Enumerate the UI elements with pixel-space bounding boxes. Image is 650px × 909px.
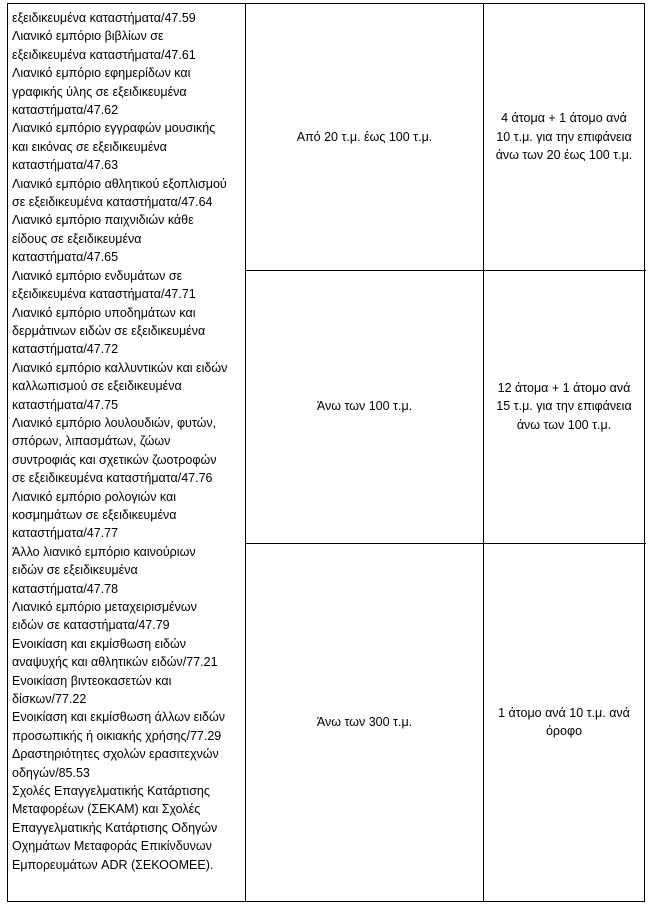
activity-line: καταστήματα/47.63: [12, 158, 119, 173]
activity-line: Λιανικό εμπόριο λουλουδιών, φυτών,: [12, 415, 217, 430]
activity-line: σε εξειδικευμένα καταστήματα/47.64: [12, 195, 213, 210]
capacity-cell-1: 4 άτομα + 1 άτομο ανά 10 τ.μ. για την επιφάνεια άνω των 20 έως 100 τ.μ.: [495, 111, 633, 163]
activity-line: προσωπικής ή οικιακής χρήσης/77.29: [12, 728, 222, 743]
activities-list: [12, 9, 238, 874]
activity-line: κοσμημάτων σε εξειδικευμένα: [12, 507, 177, 522]
activity-line: καταστήματα/47.77: [12, 526, 119, 541]
activity-line: εξειδικευμένα καταστήματα/47.71: [12, 287, 196, 302]
activity-line: Λιανικό εμπόριο εγγραφών μουσικής: [12, 121, 216, 136]
activity-line: ειδών σε καταστήματα/47.79: [12, 618, 170, 633]
activity-line: καταστήματα/47.78: [12, 581, 119, 596]
activity-line: Ενοικίαση και εκμίσθωση άλλων ειδών: [12, 710, 225, 725]
activity-line: καταστήματα/47.72: [12, 342, 119, 357]
area-column: [246, 4, 484, 901]
activity-line: καταστήματα/47.62: [12, 103, 119, 118]
activity-line: Λιανικό εμπόριο καλλυντικών και ειδών: [12, 360, 228, 375]
activity-line: Μεταφορέων (ΣΕΚΑΜ) και Σχολές: [12, 802, 201, 817]
activity-line: και εικόνας σε εξειδικευμένα: [12, 139, 167, 154]
capacity-cell-2: 12 άτομα + 1 άτομο ανά 15 τ.μ. για την επιφάνεια άνω των 100 τ.μ.: [496, 380, 632, 432]
activity-line: καλλωπισμού σε εξειδικευμένα: [12, 379, 182, 394]
area-cell-3: Άνω των 300 τ.μ.: [316, 714, 413, 729]
activity-line: αναψυχής και αθλητικών ειδών/77.21: [12, 655, 218, 670]
capacity-table: [7, 3, 645, 902]
activity-line: Σχολές Επαγγελματικής Κατάρτισης: [12, 784, 210, 799]
activity-line: δερμάτινων ειδών σε εξειδικευμένα: [12, 323, 206, 338]
activity-line: δίσκων/77.22: [12, 692, 87, 707]
activity-line: είδους σε εξειδικευμένα: [12, 231, 142, 246]
activity-line: Άλλο λιανικό εμπόριο καινούριων: [12, 544, 196, 559]
activity-line: Λιανικό εμπόριο ενδυμάτων σε: [12, 268, 183, 283]
activity-line: Ενοικίαση και εκμίσθωση ειδών: [12, 636, 186, 651]
activity-line: Λιανικό εμπόριο υποδημάτων και: [12, 305, 196, 320]
activity-line: σπόρων, λιπασμάτων, ζώων: [12, 434, 171, 449]
activity-line: Λιανικό εμπόριο παιχνιδιών κάθε: [12, 213, 194, 228]
area-cell-1: Από 20 τ.μ. έως 100 τ.μ.: [296, 129, 433, 144]
row-divider: [246, 543, 646, 544]
capacity-cell-3: 1 άτομο ανά 10 τ.μ. ανά όροφο: [498, 705, 630, 738]
activity-line: Δραστηριότητες σχολών ερασιτεχνών: [12, 747, 219, 762]
activity-line: Λιανικό εμπόριο αθλητικού εξοπλισμού: [12, 176, 227, 191]
area-cell-2: Άνω των 100 τ.μ.: [316, 399, 413, 414]
activity-line: καταστήματα/47.75: [12, 397, 119, 412]
activity-line: Λιανικό εμπόριο μεταχειρισμένων: [12, 600, 197, 614]
activity-line: γραφικής ύλης σε εξειδικευμένα: [12, 84, 187, 99]
activity-line: Ενοικίαση βιντεοκασετών και: [12, 673, 172, 688]
row-divider: [246, 270, 646, 271]
capacity-column: [484, 4, 644, 901]
activity-line: Εμπορευμάτων ADR (ΣΕΚΟΟΜΕΕ).: [12, 857, 214, 872]
activity-line: εξειδικευμένα καταστήματα/47.61: [12, 47, 196, 62]
activity-line: Λιανικό εμπόριο εφημερίδων και: [12, 66, 191, 81]
activity-line: εξειδικευμένα καταστήματα/47.59: [12, 11, 196, 25]
activity-line: Επαγγελματικής Κατάρτισης Οδηγών: [12, 820, 218, 835]
activities-column: [8, 4, 246, 901]
activity-line: Οχημάτων Μεταφοράς Επικίνδυνων: [12, 839, 212, 854]
activity-line: Λιανικό εμπόριο βιβλίων σε: [12, 29, 164, 44]
activity-line: καταστήματα/47.65: [12, 250, 119, 265]
activity-line: ειδών σε εξειδικευμένα: [12, 563, 138, 578]
activity-line: οδηγών/85.53: [12, 765, 90, 780]
activity-line: σε εξειδικευμένα καταστήματα/47.76: [12, 471, 213, 486]
activity-line: Λιανικό εμπόριο ρολογιών και: [12, 489, 177, 504]
activity-line: συντροφιάς και σχετικών ζωοτροφών: [12, 452, 217, 467]
